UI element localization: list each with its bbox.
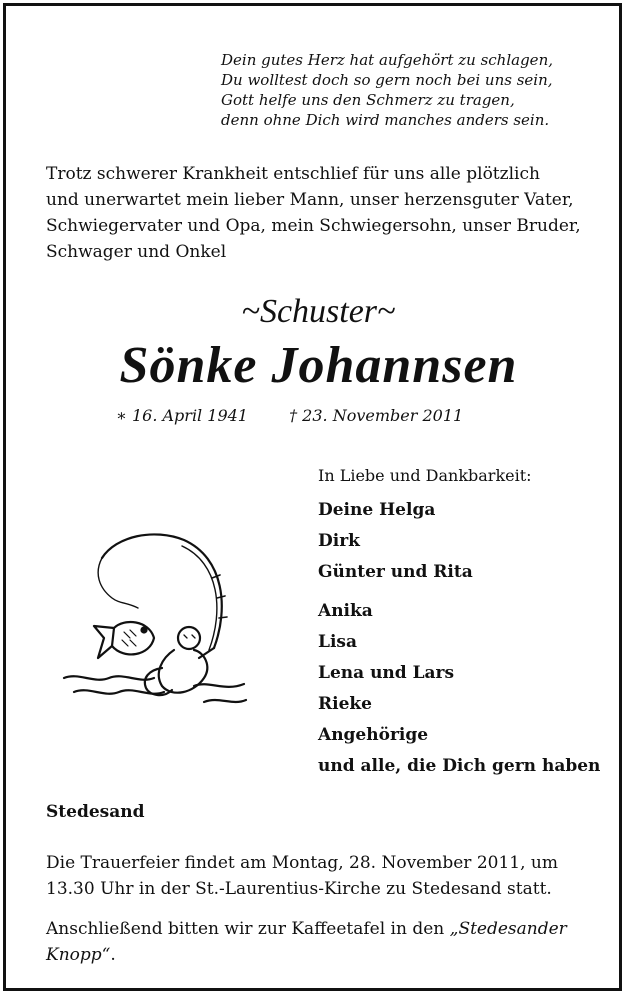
poem-line: Gott helfe uns den Schmerz zu tragen,	[221, 91, 515, 109]
mourner: Dirk	[318, 531, 360, 551]
intro-text	[46, 161, 594, 265]
service-line: 13.30 Uhr in der St.-Laurentius-Kirche zu Stedesand statt.	[46, 879, 552, 899]
fishing-angler-illustration-icon	[54, 518, 254, 718]
death-date: † 23. November 2011	[289, 406, 464, 425]
intro-line: Schwiegervater und Opa, mein Schwiegersohn, unser Bruder,	[46, 216, 581, 236]
poem-line: denn ohne Dich wird manches anders sein.	[221, 111, 550, 129]
coffee-text: Anschließend bitten wir zur Kaffeetafel in den	[46, 919, 450, 939]
mourner: Anika	[318, 601, 373, 621]
mourner: Günter und Rita	[318, 562, 473, 582]
mourner: Deine Helga	[318, 500, 436, 520]
spacer	[318, 588, 618, 596]
life-dates	[116, 406, 463, 425]
poem-line: Dein gutes Herz hat aufgehört zu schlagen,	[221, 51, 553, 69]
birth-date: ∗ 16. April 1941	[116, 406, 248, 425]
mourner: Angehörige	[318, 725, 429, 745]
intro-line: und unerwartet mein lieber Mann, unser herzensguter Vater,	[46, 190, 574, 210]
coffee-line	[46, 942, 594, 968]
coffee-text: .	[110, 945, 116, 965]
venue-name: „Stedesander	[449, 919, 567, 939]
intro-line: Trotz schwerer Krankheit entschlief für uns alle plötzlich	[46, 164, 540, 184]
nickname: ~Schuster~	[241, 293, 396, 330]
coffee-line	[46, 916, 594, 942]
venue-name: Knopp“	[46, 945, 111, 965]
service-line: Die Trauerfeier findet am Montag, 28. November 2011, um	[46, 853, 558, 873]
service-info	[46, 850, 594, 902]
mourners-intro: In Liebe und Dankbarkeit:	[318, 466, 532, 485]
mourners-list	[318, 465, 618, 782]
poem	[221, 50, 581, 130]
intro-line: Schwager und Onkel	[46, 242, 227, 262]
coffee-info	[46, 916, 594, 968]
mourner: Lisa	[318, 632, 357, 652]
mourner: und alle, die Dich gern haben	[318, 756, 601, 776]
poem-line: Du wolltest doch so gern noch bei uns sein,	[221, 71, 553, 89]
deceased-name: Sönke Johannsen	[119, 337, 518, 394]
obituary-frame	[3, 3, 622, 991]
mourner: Lena und Lars	[318, 663, 455, 683]
place-name: Stedesand	[46, 802, 145, 822]
mourner: Rieke	[318, 694, 372, 714]
